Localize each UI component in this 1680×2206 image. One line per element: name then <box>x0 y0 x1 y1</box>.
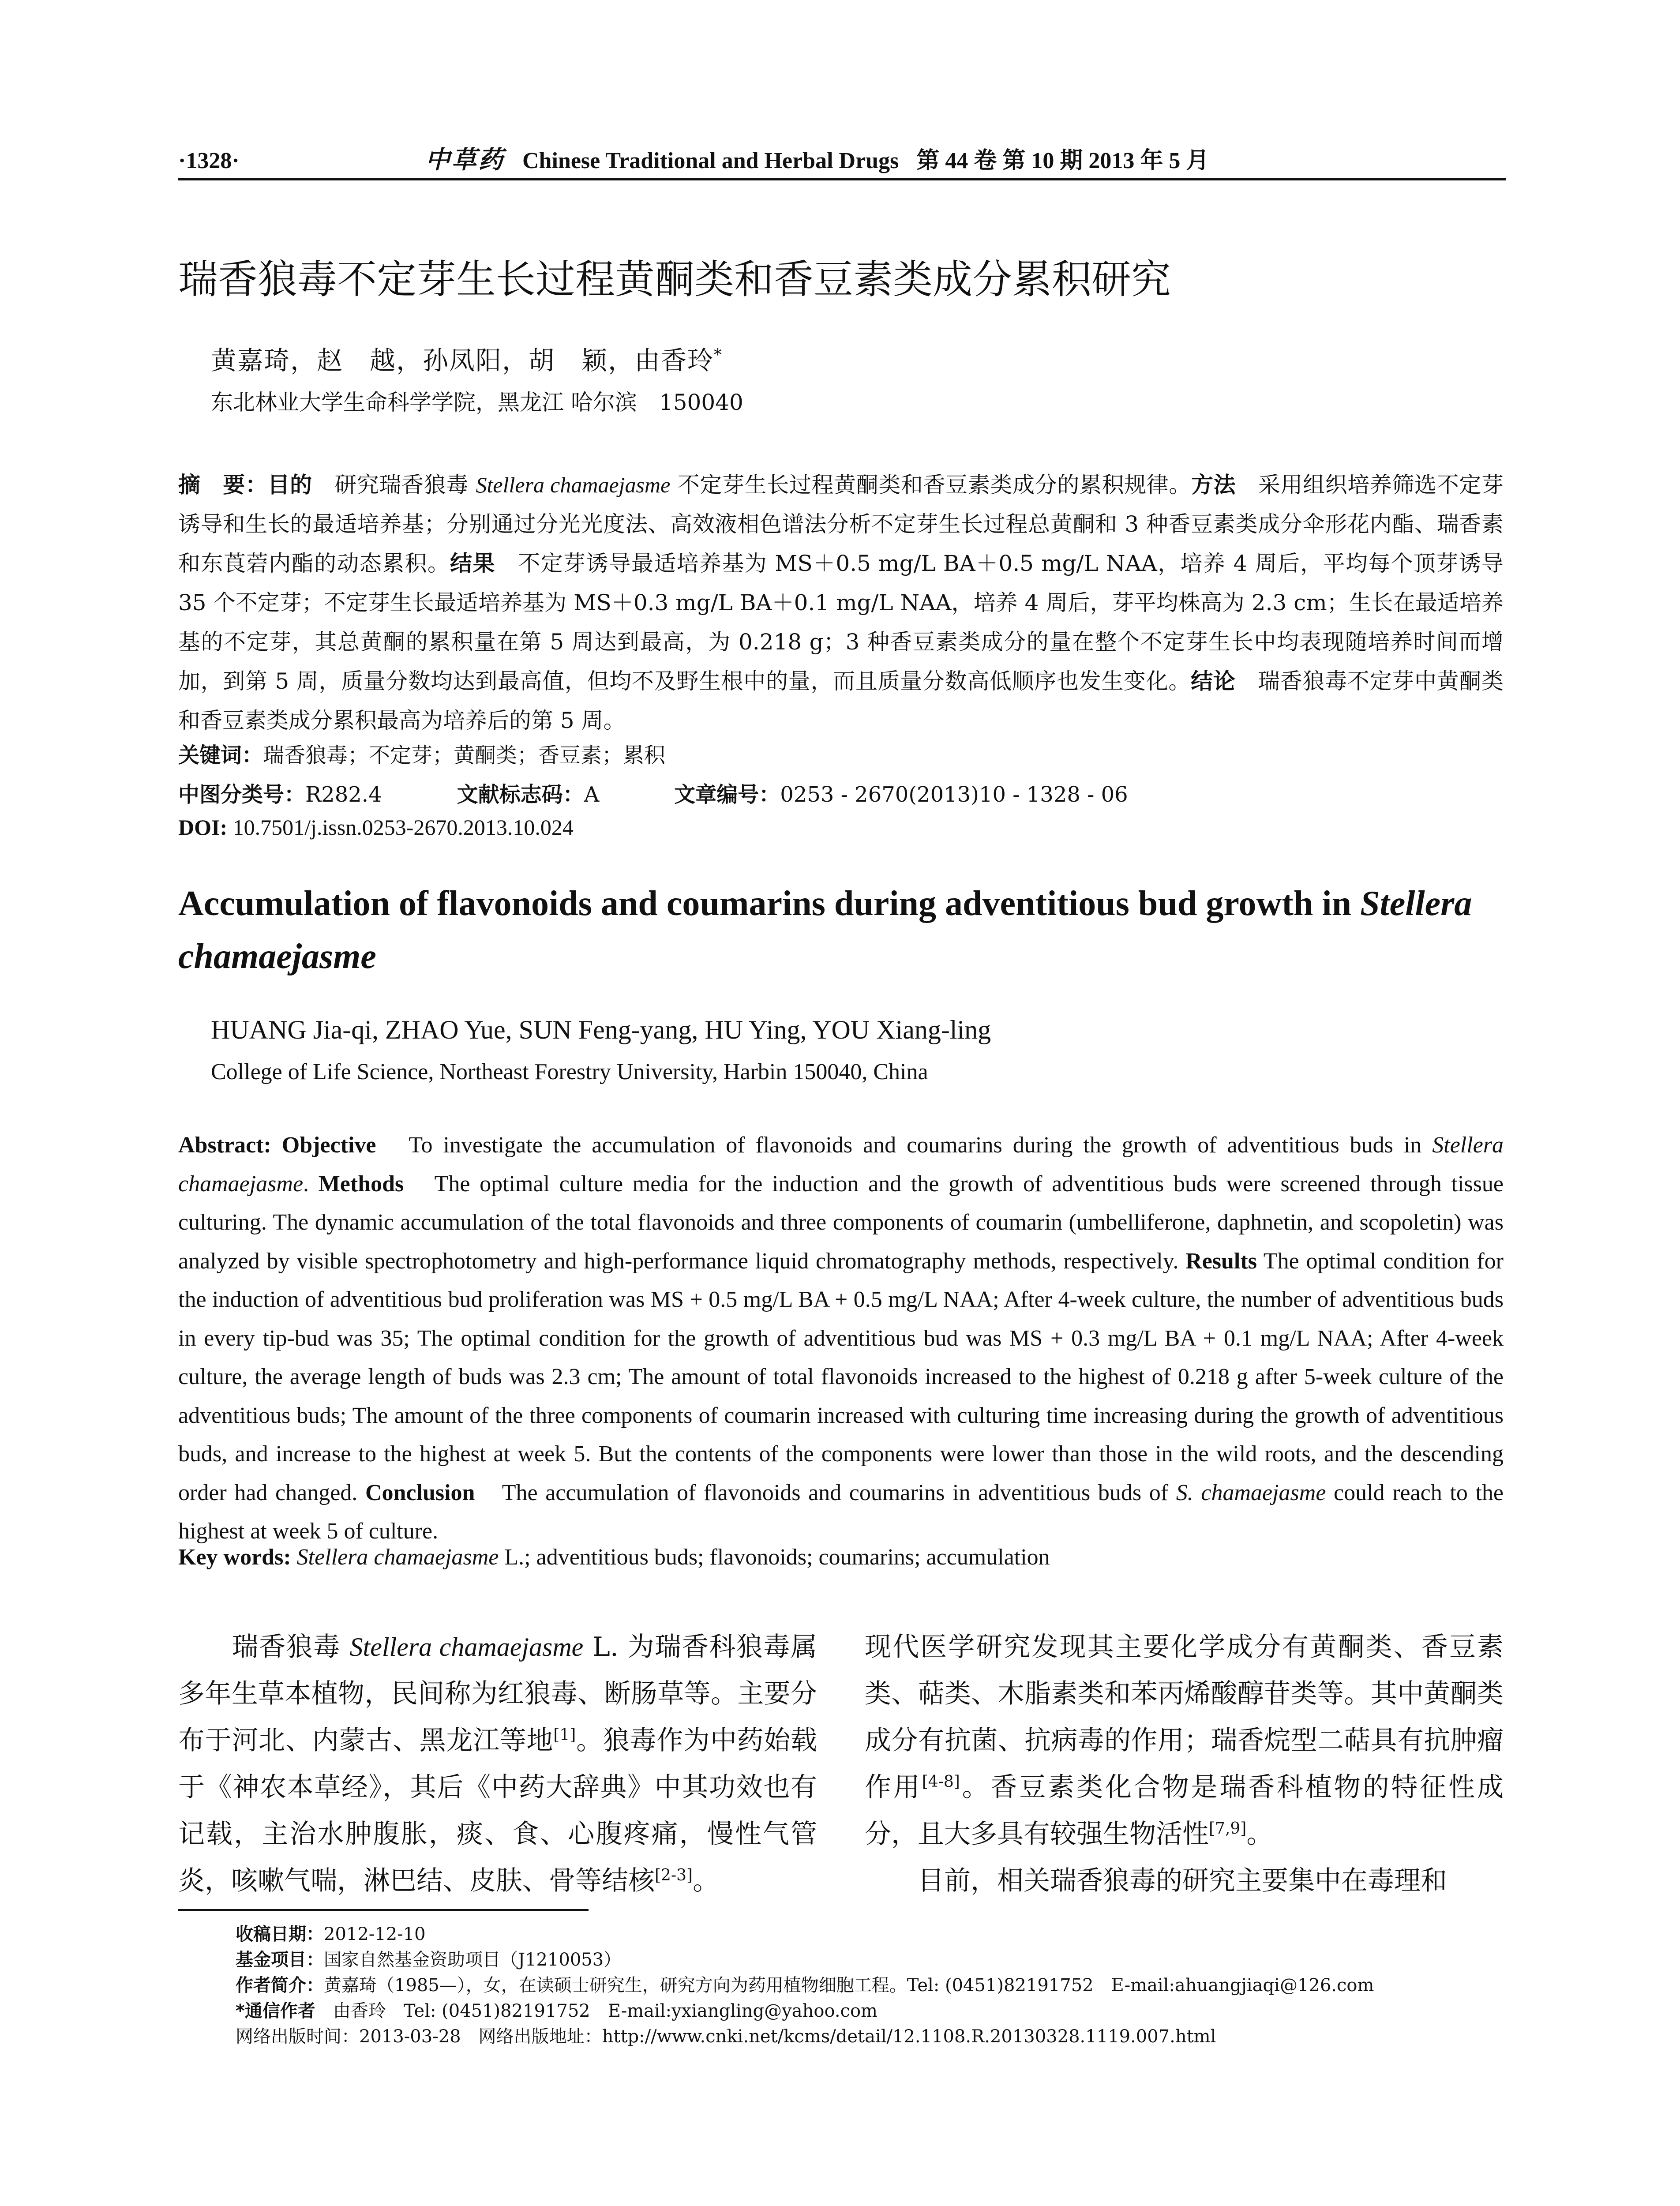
doc-code-label: 文献标志码： <box>457 782 584 807</box>
methods-cn: 采用组织培养筛选不定芽诱导和生长的最适培养基；分别通过分光光度法、高效液相色谱法分析不定芽生长过程总黄酮和 3 种香豆素类成分伞形花内酯、瑞香素和东莨菪内酯的动态累积。 <box>178 472 1504 576</box>
doc-code-value: A <box>584 782 600 807</box>
received-date: 2012-12-10 <box>324 1924 426 1944</box>
footnote-corresponding <box>236 1998 1515 2024</box>
authors-cn-names: 黄嘉琦，赵 越，孙凤阳，胡 颖，由香玲 <box>211 345 714 375</box>
results-label-en: Results <box>1185 1248 1257 1274</box>
corresponding-text: 由香玲 Tel: (0451)82191752 E-mail:yxiangling@yahoo.com <box>315 2001 878 2021</box>
results-en: The optimal condition for the induction of adventitious bud proliferation was MS + 0.5 mg/L BA + 0.5 mg/L NAA; After 4-week culture, the number of adventitious buds in every tip-bud was 35; The optimal condition for the growth of adventitious bud was MS + 0.3 mg/L BA + 0.1 mg/L NAA; After 4-week culture, the average length of buds was 2.3 cm; The amount of total flavonoids increased to the highest of 0.218 g after 5-week culture of the adventitious buds; The amount of the three components of coumarin increased with culturing time increasing during the growth of adventitious buds, and increase to the highest at week 5. But the contents of the components were lower than those in the wild roots, and the descending order had changed. <box>178 1248 1504 1505</box>
received-label: 收稿日期： <box>236 1924 324 1944</box>
footnote-fund <box>236 1947 1515 1973</box>
body-left-species: Stellera chamaejasme <box>349 1632 584 1662</box>
running-header <box>178 140 1502 176</box>
keywords-en-species: Stellera chamaejasme <box>296 1545 499 1570</box>
body-left-a: 瑞香狼毒 <box>231 1632 350 1662</box>
title-cn: 瑞香狼毒不定芽生长过程黄酮类和香豆素类成分累积研究 <box>178 256 1171 303</box>
objective-en-a: To investigate the accumulation of flavonoids and coumarins during the growth of adventitious buds in <box>376 1133 1432 1158</box>
conclusion-label-en: Conclusion <box>365 1480 475 1505</box>
footnote-received <box>236 1921 1515 1947</box>
footnote-rule <box>178 1909 589 1911</box>
abstract-en-label: Abstract: Objective <box>178 1133 376 1158</box>
objective-en-b: . <box>303 1171 319 1197</box>
methods-en: The optimal culture media for the induction and the growth of adventitious buds were screened through tissue culturing. The dynamic accumulation of the total flavonoids and three components of coumarin (umbelliferone, daphnetin, and scopoletin) was analyzed by visible spectrophotometry and high-performance liquid chromatography methods, respectively. <box>178 1171 1504 1274</box>
conclusion-en-b: could reach to the highest at week 5 of culture. <box>178 1480 1504 1544</box>
clc-value: R282.4 <box>305 782 382 807</box>
citation-ref[interactable]: [2-3] <box>655 1866 693 1884</box>
body-right-c: 。 <box>1246 1819 1273 1850</box>
results-cn: 不定芽诱导最适培养基为 MS＋0.5 mg/L BA＋0.5 mg/L NAA，培养 4 周后，平均每个顶芽诱导 35 个不定芽；不定芽生长最适培养基为 MS＋0.3 mg/L BA＋0.1 mg/L NAA，培养 4 周后，芽平均株高为 2.3 cm；生长在最适培养基的不定芽，其总黄酮的累积量在第 5 周达到最高，为 0.218 g；3 种香豆素类成分的量在整个不定芽生长中均表现随培养时间而增加，到第 5 周，质量分数均达到最高值，但均不及野生根中的量，而且质量分数高低顺序也发生变化。 <box>178 551 1504 694</box>
conclusion-cn: 瑞香狼毒不定芽中黄酮类和香豆素类成分累积最高为培养后的第 5 周。 <box>178 668 1504 733</box>
objective-label-cn: 目的 <box>267 472 312 498</box>
article-number-value: 0253 - 2670(2013)10 - 1328 - 06 <box>780 782 1128 807</box>
keywords-en <box>178 1544 1050 1570</box>
corresponding-label: *通信作者 <box>236 2001 315 2021</box>
body-left-d: 。 <box>693 1865 720 1896</box>
page-number: ·1328· <box>178 148 240 173</box>
body-right-a: 现代医学研究发现其主要化学成分有黄酮类、香豆素类、萜类、木脂素类和苯丙烯酸醇苷类等。其中黄酮类成分有抗菌、抗病毒的作用；瑞香烷型二萜具有抗肿瘤作用 <box>865 1632 1504 1803</box>
footnote-online: 网络出版时间：2013-03-28 网络出版地址：http://www.cnki.net/kcms/detail/12.1108.R.20130328.1119.007.html <box>236 2026 1216 2047</box>
body-column-right <box>865 1624 1504 1904</box>
objective-cn-b: 不定芽生长过程黄酮类和香豆素类成分的累积规律。 <box>670 472 1191 498</box>
author-bio-label: 作者简介： <box>236 1975 324 1996</box>
title-en-species: Stellera chamaejasme <box>178 884 1472 976</box>
conclusion-en-species: S. chamaejasme <box>1176 1480 1326 1505</box>
journal-name-en: Chinese Traditional and Herbal Drugs <box>522 148 899 173</box>
doi-line <box>178 814 574 840</box>
body-right-p2: 目前，相关瑞香狼毒的研究主要集中在毒理和 <box>918 1865 1447 1896</box>
authors-en: HUANG Jia-qi, ZHAO Yue, SUN Feng-yang, HU Ying, YOU Xiang-ling <box>211 1015 991 1044</box>
conclusion-label-cn: 结论 <box>1191 668 1236 694</box>
authors-cn <box>211 340 723 377</box>
fund-text: 国家自然基金资助项目（J1210053） <box>324 1950 622 1970</box>
title-en <box>178 877 1504 983</box>
keywords-cn-label: 关键词： <box>178 743 263 768</box>
methods-label-en: Methods <box>318 1171 404 1197</box>
author-bio-text: 黄嘉琦（1985—），女，在读硕士研究生，研究方向为药用植物细胞工程。Tel: (0451)82191752 E-mail:ahuangjiaqi@126.com <box>324 1975 1374 1996</box>
clc-label: 中图分类号： <box>178 782 306 807</box>
corresponding-mark: * <box>714 346 723 364</box>
affiliation-en: College of Life Science, Northeast Forestry University, Harbin 150040, China <box>211 1059 928 1084</box>
doi-value[interactable]: 10.7501/j.issn.0253-2670.2013.10.024 <box>227 815 574 840</box>
body-right-b: 。香豆素类化合物是瑞香科植物的特征性成分，且大多具有较强生物活性 <box>865 1772 1504 1850</box>
conclusion-en-a: The accumulation of flavonoids and coumarins in adventitious buds of <box>475 1480 1176 1505</box>
classification-line <box>178 775 1128 814</box>
keywords-cn <box>178 736 665 775</box>
journal-name-cn: 中草药 <box>425 146 505 174</box>
body-left-c: 。狼毒作为中药始载于《神农本草经》，其后《中药大辞典》中其功效也有记载，主治水肿腹胀，痰、食、心腹疼痛，慢性气管炎，咳嗽气喘，淋巴结、皮肤、骨等结核 <box>178 1725 818 1896</box>
issue-info: 第 44 卷 第 10 期 2013 年 5 月 <box>916 148 1209 173</box>
objective-en-species: Stellera chamaejasme <box>178 1133 1504 1197</box>
doi-label: DOI: <box>178 815 228 840</box>
abstract-en <box>178 1126 1504 1551</box>
footnote-author <box>236 1973 1515 1998</box>
keywords-en-label: Key words: <box>178 1545 291 1570</box>
abstract-cn-label: 摘 要： <box>178 472 268 498</box>
header-rule <box>178 178 1506 180</box>
objective-cn-a: 研究瑞香狼毒 <box>312 472 476 498</box>
body-left-b: L. 为瑞香科狼毒属多年生草本植物，民间称为红狼毒、断肠草等。主要分布于河北、内蒙古、黑龙江等地 <box>178 1632 818 1756</box>
abstract-cn <box>178 465 1504 740</box>
body-column-left <box>178 1624 817 1904</box>
affiliation-cn: 东北林业大学生命科学学院，黑龙江 哈尔滨 150040 <box>211 390 743 415</box>
fund-label: 基金项目： <box>236 1950 324 1970</box>
citation-ref[interactable]: [7,9] <box>1209 1820 1247 1838</box>
citation-ref[interactable]: [1] <box>553 1726 576 1744</box>
title-en-text: Accumulation of flavonoids and coumarins during adventitious bud growth in <box>178 884 1361 923</box>
citation-ref[interactable]: [4-8] <box>922 1773 960 1791</box>
results-label-cn: 结果 <box>450 551 495 576</box>
methods-label-cn: 方法 <box>1191 472 1236 498</box>
keywords-cn-text: 瑞香狼毒；不定芽；黄酮类；香豆素；累积 <box>263 743 666 768</box>
article-number-label: 文章编号： <box>674 782 780 807</box>
species-name-cn-abstract: Stellera chamaejasme <box>476 473 671 497</box>
keywords-en-text: L.; adventitious buds; flavonoids; coumarins; accumulation <box>499 1545 1050 1570</box>
